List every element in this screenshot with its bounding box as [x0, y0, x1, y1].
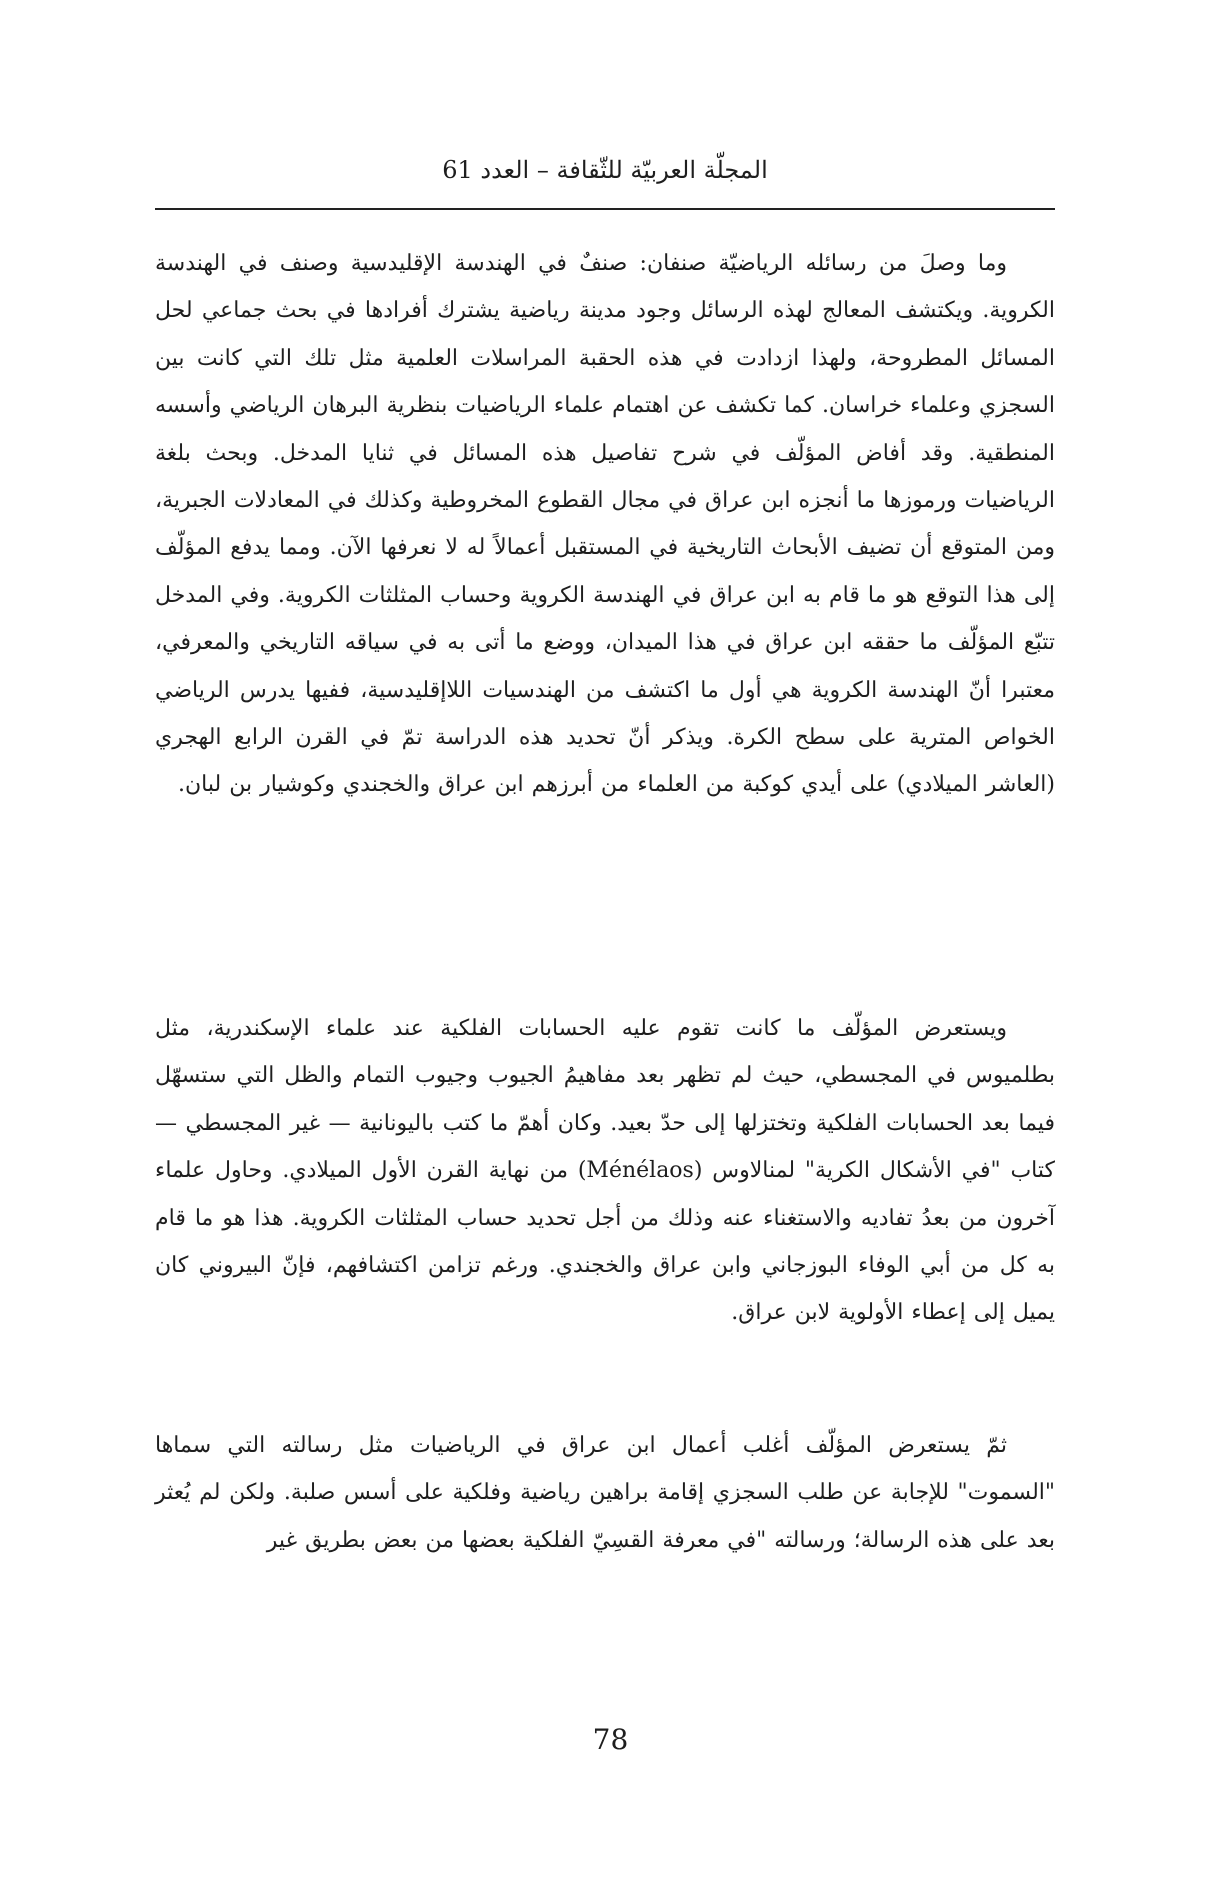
- running-header: المجلّة العربيّة للثّقافة – العدد 61: [442, 156, 768, 184]
- paragraph-text: وما وصلَ من رسائله الرياضيّة صنفان: صنفٌ في الهندسة الإقليدسية وصنف في الهندسة الكروية. ويكتشف المعالج لهذه الرسائل وجود مدينة رياضية يشترك أفرادها في بحث جماعي لحل المسائل المطروحة، ولهذا ازدادت في هذه الحقبة المراسلات العلمية مثل تلك التي كانت بين السجزي وعلماء خراسان. كما تكشف عن اهتمام علماء الرياضيات بنظرية البرهان الرياضي وأسسه المنطقية. وقد أفاض المؤلّف في شرح تفاصيل هذه المسائل في ثنايا المدخل. وبحث بلغة الرياضيات ورموزها ما أنجزه ابن عراق في مجال القطوع المخروطية وكذلك في المعادلات الجبرية، ومن المتوقع أن تضيف الأبحاث التاريخية في المستقبل أعمالاً له لا نعرفها الآن. ومما يدفع المؤلّف إلى هذا التوقع هو ما قام به ابن عراق في الهندسة الكروية وحساب المثلثات الكروية. وفي المدخل تتبّع المؤلّف ما حققه ابن عراق في هذا الميدان، ووضع ما أتى به في سياقه التاريخي والمعرفي، معتبرا أنّ الهندسة الكروية هي أول ما اكتشف من الهندسيات اللاإقليدسية، ففيها يدرس الرياضي الخواص المترية على سطح الكرة. ويذكر أنّ تحديد هذه الدراسة تمّ في القرن الرابع الهجري (العاشر الميلادي) على أيدي كوكبة من العلماء من أبرزهم ابن عراق والخجندي وكوشيار بن لبان.: [155, 251, 1055, 798]
- body-paragraph-2: [155, 1005, 1055, 1337]
- body-paragraph-1: [155, 240, 1055, 809]
- body-paragraph-3: [155, 1422, 1055, 1564]
- header-divider: [155, 208, 1055, 210]
- paragraph-text: ثمّ يستعرض المؤلّف أغلب أعمال ابن عراق في الرياضيات مثل رسالته التي سماها "السموت" للإجابة عن طلب السجزي إقامة براهين رياضية وفلكية على أسس صلبة. ولكن لم يُعثر بعد على هذه الرسالة؛ ورسالته "في معرفة القسِيّ الفلكية بعضها من بعض بطريق غير: [155, 1433, 1055, 1553]
- paragraph-text: ويستعرض المؤلّف ما كانت تقوم عليه الحسابات الفلكية عند علماء الإسكندرية، مثل بطلميوس في المجسطي، حيث لم تظهر بعد مفاهيمُ الجيوب وجيوب التمام والظل التي ستسهّل فيما بعد الحسابات الفلكية وتختزلها إلى حدّ بعيد. وكان أهمّ ما كتب باليونانية — غير المجسطي — كتاب "في الأشكال الكرية" لمنالاوس (Ménélaos) من نهاية القرن الأول الميلادي. وحاول علماء آخرون من بعدُ تفاديه والاستغناء عنه وذلك من أجل تحديد حساب المثلثات الكروية. هذا هو ما قام به كل من أبي الوفاء البوزجاني وابن عراق والخجندي. ورغم تزامن اكتشافهم، فإنّ البيروني كان يميل إلى إعطاء الأولوية لابن عراق.: [155, 1016, 1055, 1326]
- page-number: 78: [592, 1723, 629, 1756]
